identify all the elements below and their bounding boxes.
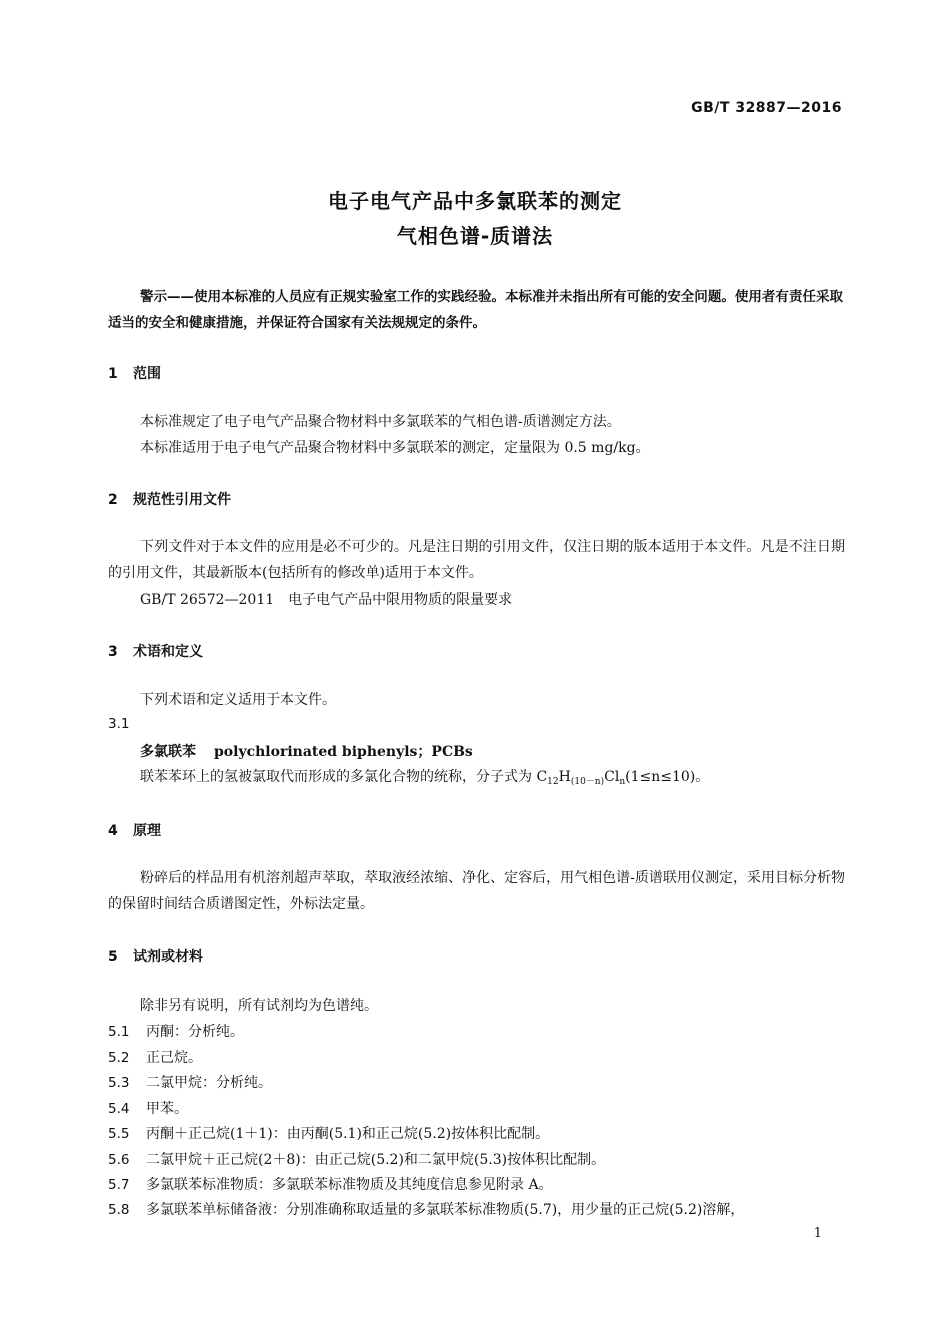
page-number: 1 [813, 1226, 822, 1241]
list-item: 5.5 丙酮＋正己烷(1＋1)：由丙酮(5.1)和正己烷(5.2)按体积比配制。 [108, 1126, 550, 1142]
section-number: 3 [108, 644, 118, 660]
document-title: 电子电气产品中多氯联苯的测定 [328, 189, 622, 213]
term-number: 3.1 [108, 716, 130, 732]
list-item: 5.4 甲苯。 [108, 1101, 188, 1117]
section-2-heading [108, 489, 231, 509]
section-3-paragraph-1: 下列术语和定义适用于本文件。 [140, 692, 336, 708]
section-3-heading [108, 641, 203, 661]
warning-paragraph: 警示——使用本标准的人员应有正规实验室工作的实践经验。本标准并未指出所有可能的安全问题。使用者有责任采取适当的安全和健康措施，并保证符合国家有关法规规定的条件。 [108, 289, 843, 331]
section-2-paragraph-1: 下列文件对于本文件的应用是必不可少的。凡是注日期的引用文件，仅注日期的版本适用于本文件。凡是不注日期的引用文件，其最新版本(包括所有的修改单)适用于本文件。 [108, 539, 845, 581]
section-5-paragraph-1: 除非另有说明，所有试剂均为色谱纯。 [140, 998, 378, 1014]
section-1-paragraph-2: 本标准适用于电子电气产品聚合物材料中多氯联苯的测定，定量限为 0.5 mg/kg。 [140, 440, 650, 456]
list-item: 5.6 二氯甲烷＋正己烷(2＋8)：由正己烷(5.2)和二氯甲烷(5.3)按体积比配制。 [108, 1152, 606, 1168]
standard-number: GB/T 32887—2016 [691, 100, 842, 116]
section-title: 术语和定义 [133, 644, 203, 660]
list-item: 5.8 多氯联苯单标储备液：分别准确称取适量的多氯联苯标准物质(5.7)，用少量的正己烷(5.2)溶解， [108, 1202, 745, 1218]
section-1-paragraph-1: 本标准规定了电子电气产品聚合物材料中多氯联苯的气相色谱-质谱测定方法。 [140, 414, 621, 430]
list-item: 5.1 丙酮：分析纯。 [108, 1024, 244, 1040]
section-number: 4 [108, 823, 118, 839]
section-4-paragraph-1: 粉碎后的样品用有机溶剂超声萃取，萃取液经浓缩、净化、定容后，用气相色谱-质谱联用仪测定，采用目标分析物的保留时间结合质谱图定性，外标法定量。 [108, 870, 845, 912]
section-5-heading [108, 946, 203, 966]
section-number: 5 [108, 949, 118, 965]
list-item: 5.7 多氯联苯标准物质：多氯联苯标准物质及其纯度信息参见附录 A。 [108, 1177, 553, 1193]
term-heading [140, 741, 473, 761]
section-title: 范围 [133, 366, 161, 382]
section-4-heading [108, 820, 161, 840]
list-item: 5.2 正己烷。 [108, 1050, 202, 1066]
section-title: 规范性引用文件 [133, 492, 231, 508]
term-definition: 联苯苯环上的氢被氯取代而形成的多氯化合物的统称，分子式为 $C_{12}H_{(10-n)}Cl_n(1\le n\le 10)$。 [140, 769, 710, 787]
term-english: polychlorinated biphenyls；PCBs [214, 744, 473, 760]
term-chinese: 多氯联苯 [140, 744, 196, 760]
list-item: 5.3 二氯甲烷：分析纯。 [108, 1075, 272, 1091]
section-number: 2 [108, 492, 118, 508]
document-subtitle: 气相色谱-质谱法 [396, 224, 554, 248]
section-title: 原理 [133, 823, 161, 839]
section-number: 1 [108, 366, 118, 382]
section-1-heading [108, 363, 161, 383]
normative-reference: GB/T 26572—2011 电子电气产品中限用物质的限量要求 [140, 592, 513, 608]
section-title: 试剂或材料 [133, 949, 203, 965]
